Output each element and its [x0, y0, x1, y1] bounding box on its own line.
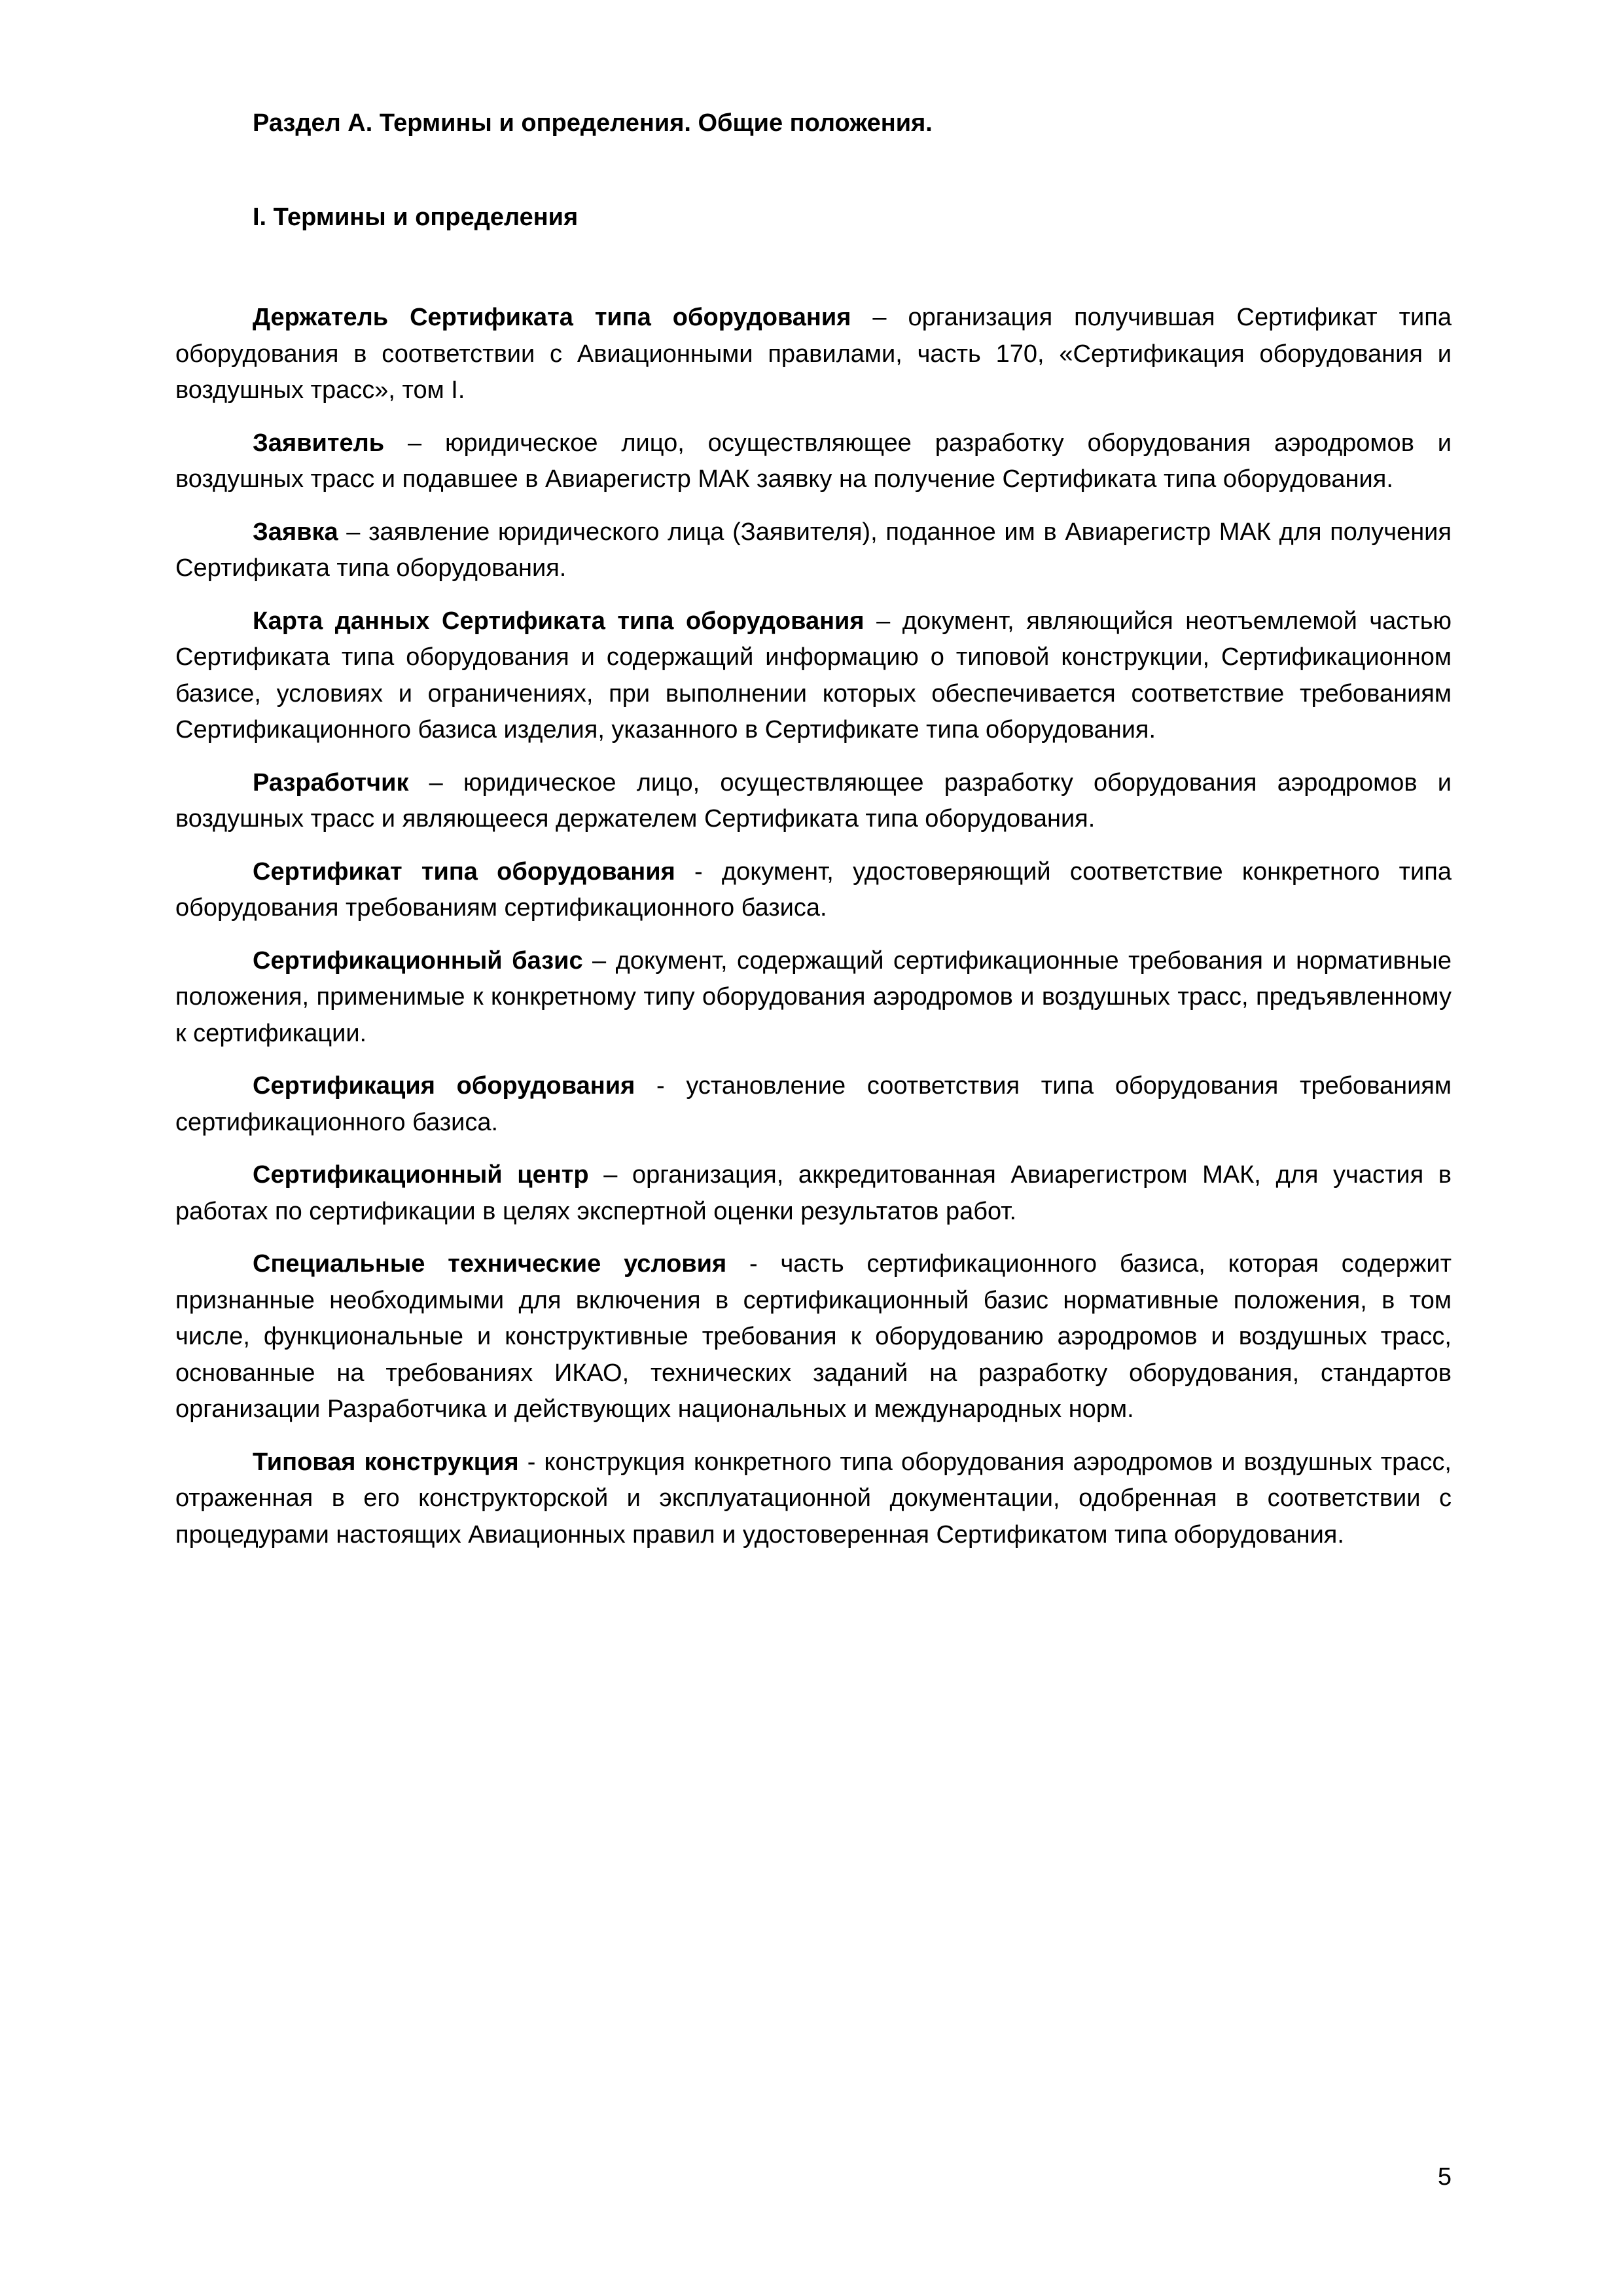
definition-paragraph: [175, 765, 1452, 838]
page-content: [175, 105, 1452, 1570]
definition-text: - документ, удостоверяющий соответствие конкретного типа оборудования требованиям сертификационного базиса.: [175, 857, 1452, 922]
definition-text: – заявление юридического лица (Заявителя), поданное им в Авиарегистр МАК для получения Сертификата типа оборудования.: [175, 518, 1452, 582]
definition-text: - часть сертификационного базиса, которая содержит признанные необходимыми для включения в сертификационный базис нормативные положения, в том числе, функциональные и конструктивные требования к оборудованию аэродромов и воздушных трасс, основанные на требованиях ИКАО, технических заданий на разработку оборудования, стандартов организации Разработчика и действующих национальных и международных норм.: [175, 1250, 1452, 1423]
definition-term: Сертификационный базис: [253, 946, 583, 975]
section-title: Раздел А. Термины и определения. Общие положения.: [253, 109, 933, 137]
definition-term: Заявитель: [253, 429, 385, 457]
definition-text: - установление соответствия типа оборудования требованиям сертификационного базиса.: [175, 1072, 1452, 1136]
subsection-title: I. Термины и определения: [253, 204, 579, 231]
definition-text: – организация, аккредитованная Авиарегистром МАК, для участия в работах по сертификации в целях экспертной оценки результатов работ.: [175, 1161, 1452, 1225]
definition-paragraph: [175, 1068, 1452, 1141]
definition-text: – юридическое лицо, осуществляющее разработку оборудования аэродромов и воздушных трасс и являющееся держателем Сертификата типа оборудования.: [175, 768, 1452, 833]
definition-text: – документ, содержащий сертификационные требования и нормативные положения, применимые к конкретному типу оборудования аэродромов и воздушных трасс, предъявленному к сертификации.: [175, 946, 1452, 1047]
page-number: 5: [1437, 2163, 1452, 2191]
definition-paragraph: [175, 1246, 1452, 1428]
definition-term: Сертификат типа оборудования: [253, 857, 675, 886]
definition-term: Держатель Сертификата типа оборудования: [253, 304, 851, 331]
definition-paragraph: [175, 1157, 1452, 1230]
definition-term: Типовая конструкция: [253, 1448, 519, 1476]
definition-term: Специальные технические условия: [253, 1250, 727, 1278]
definition-text: – документ, являющийся неотъемлемой частью Сертификата типа оборудования и содержащий информацию о типовой конструкции, Сертификационном базисе, условиях и ограничениях, при выполнении которых обеспечивается соответствие требованиям Сертификационного базиса изделия, указанного в Сертификате типа оборудования.: [175, 607, 1452, 744]
definition-paragraph: [175, 514, 1452, 587]
definition-term: Карта данных Сертификата типа оборудования: [253, 607, 865, 635]
definition-text: – организация получившая Сертификат типа оборудования в соответствии с Авиационными правилами, часть 170, «Сертификация оборудования и воздушных трасс», том I.: [175, 304, 1452, 404]
definition-paragraph: [175, 854, 1452, 927]
definition-term: Разработчик: [253, 768, 409, 797]
definition-paragraph: [175, 603, 1452, 749]
definition-term: Сертификационный центр: [253, 1161, 589, 1189]
definition-paragraph: [175, 1444, 1452, 1554]
definition-term: Заявка: [253, 518, 338, 546]
definition-paragraph: [175, 300, 1452, 409]
definition-paragraph: [175, 943, 1452, 1052]
definition-term: Сертификация оборудования: [253, 1072, 635, 1100]
definition-text: – юридическое лицо, осуществляющее разработку оборудования аэродромов и воздушных трасс и подавшее в Авиарегистр МАК заявку на получение Сертификата типа оборудования.: [175, 429, 1452, 493]
definition-text: - конструкция конкретного типа оборудования аэродромов и воздушных трасс, отраженная в его конструкторской и эксплуатационной документации, одобренная в соответствии с процедурами настоящих Авиационных правил и удостоверенная Сертификатом типа оборудования.: [175, 1448, 1452, 1549]
definition-paragraph: [175, 425, 1452, 498]
